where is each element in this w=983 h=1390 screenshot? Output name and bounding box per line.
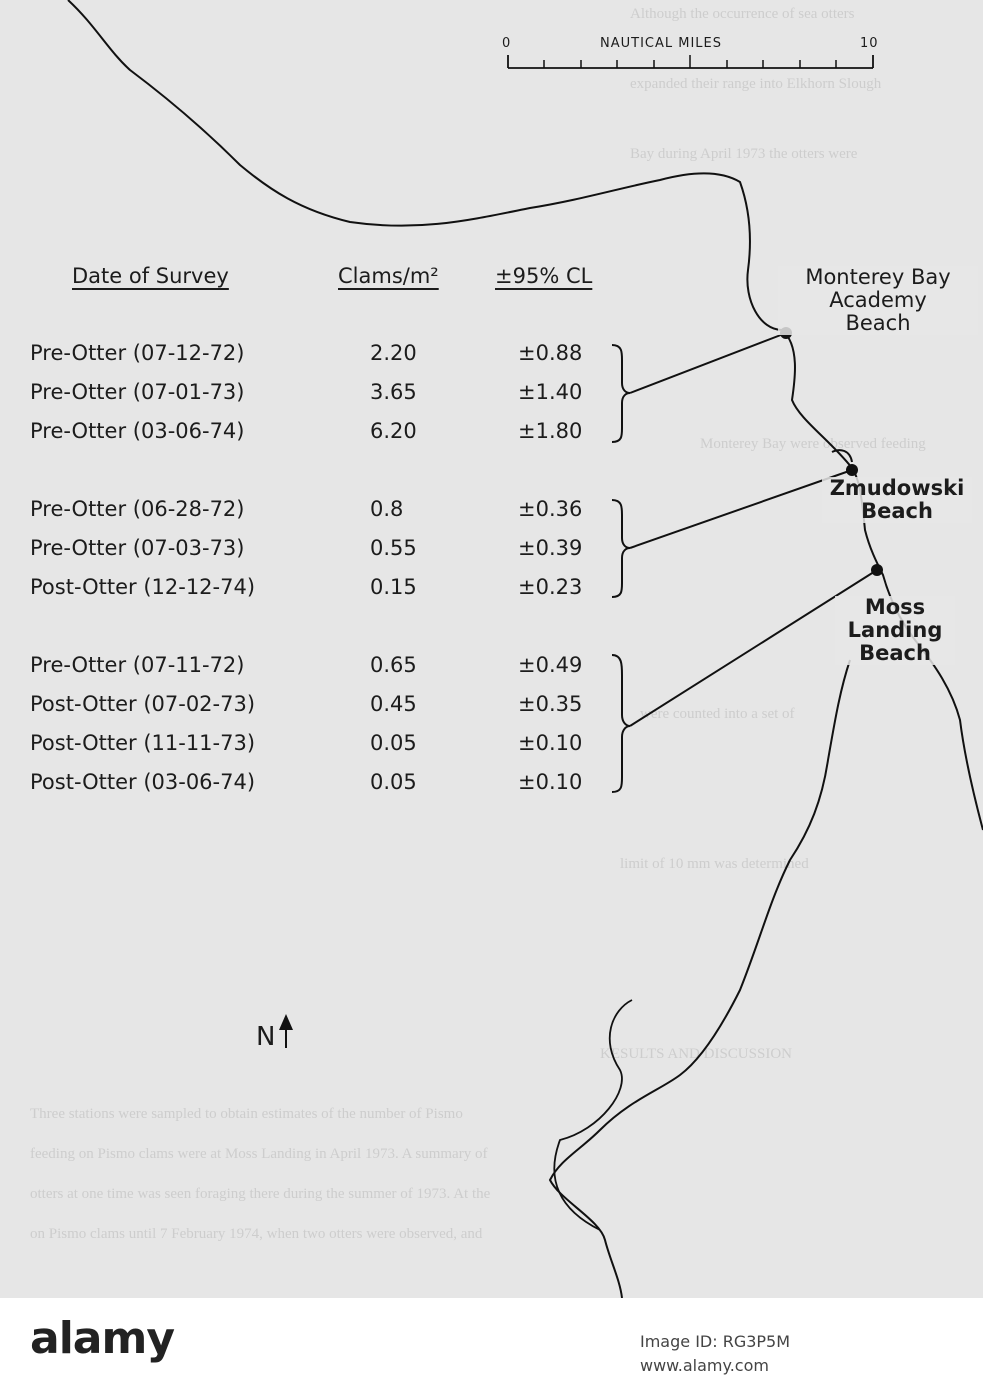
row-date: Post-Otter (07-02-73) xyxy=(30,692,256,716)
row-clams: 0.65 xyxy=(370,653,417,677)
row-ci: ±0.10 xyxy=(518,731,583,755)
row-clams: 2.20 xyxy=(370,341,417,365)
background-bleed-text: Although the occurrence of sea otters xyxy=(630,6,855,22)
background-bleed-text: otters at one time was seen foraging there during the summer of 1973. At the xyxy=(30,1186,491,1202)
row-ci: ±1.80 xyxy=(518,419,583,443)
footer-url: www.alamy.com xyxy=(640,1356,769,1375)
location-label-line: Beach xyxy=(845,311,911,335)
row-ci: ±0.23 xyxy=(518,575,583,599)
background-bleed-text: Monterey Bay were observed feeding xyxy=(700,436,926,452)
header-ci: ±95% CL xyxy=(495,264,593,288)
row-date: Pre-Otter (03-06-74) xyxy=(30,419,245,443)
row-date: Pre-Otter (07-12-72) xyxy=(30,341,245,365)
background-bleed-text: limit of 10 mm was determined xyxy=(620,856,809,872)
row-ci: ±0.39 xyxy=(518,536,583,560)
row-clams: 0.05 xyxy=(370,770,417,794)
brace-group-2 xyxy=(612,470,852,597)
row-date: Post-Otter (12-12-74) xyxy=(30,575,256,599)
background-bleed-text: expanded their range into Elkhorn Slough xyxy=(630,76,882,92)
background-bleed-text: KESULTS AND DISCUSSION xyxy=(600,1046,792,1062)
row-clams: 0.55 xyxy=(370,536,417,560)
coastline-south-detail xyxy=(554,1000,632,1230)
location-moss-landing-beach xyxy=(835,596,955,665)
row-date: Pre-Otter (07-11-72) xyxy=(30,653,245,677)
row-date: Post-Otter (11-11-73) xyxy=(30,731,256,755)
location-label-line: Landing xyxy=(847,618,943,642)
brace-group-1 xyxy=(612,333,786,442)
scale-end-label: 10 xyxy=(860,36,879,51)
scale-bar xyxy=(508,55,873,68)
row-date: Pre-Otter (07-01-73) xyxy=(30,380,245,404)
row-clams: 6.20 xyxy=(370,419,417,443)
location-label-line: Monterey Bay xyxy=(805,265,951,289)
background-bleed-text: feeding on Pismo clams were at Moss Landing in April 1973. A summary of xyxy=(30,1146,488,1162)
location-zmudowski-beach xyxy=(822,477,972,523)
background-bleed-text: were counted into a set of xyxy=(640,706,795,722)
row-ci: ±0.10 xyxy=(518,770,583,794)
coastline-south xyxy=(550,660,850,1298)
row-date: Post-Otter (03-06-74) xyxy=(30,770,256,794)
background-bleed-text: Bay during April 1973 the otters were xyxy=(630,146,858,162)
row-ci: ±0.36 xyxy=(518,497,583,521)
row-ci: ±1.40 xyxy=(518,380,583,404)
row-ci: ±0.49 xyxy=(518,653,583,677)
row-clams: 3.65 xyxy=(370,380,417,404)
location-label-line: Zmudowski xyxy=(829,476,965,500)
row-date: Pre-Otter (07-03-73) xyxy=(30,536,245,560)
north-label: N xyxy=(256,1022,276,1052)
background-bleed-text: Three stations were sampled to obtain estimates of the number of Pismo xyxy=(30,1106,463,1122)
header-date: Date of Survey xyxy=(72,264,229,288)
row-clams: 0.15 xyxy=(370,575,417,599)
north-arrow-icon xyxy=(279,1014,293,1048)
location-monterey-bay-academy-beach xyxy=(778,266,978,335)
footer-image-id: Image ID: RG3P5M xyxy=(640,1332,791,1351)
location-label-line: Beach xyxy=(861,499,933,523)
background-bleed-text: on Pismo clams until 7 February 1974, when two otters were observed, and xyxy=(30,1226,483,1242)
location-label-line: Academy xyxy=(829,288,927,312)
row-clams: 0.45 xyxy=(370,692,417,716)
location-label-line: Moss xyxy=(864,595,926,619)
row-ci: ±0.88 xyxy=(518,341,583,365)
row-clams: 0.05 xyxy=(370,731,417,755)
scale-start-label: 0 xyxy=(502,36,512,51)
footer-logo: alamy xyxy=(30,1313,174,1364)
row-ci: ±0.35 xyxy=(518,692,583,716)
row-clams: 0.8 xyxy=(370,497,404,521)
location-label-line: Beach xyxy=(859,641,931,665)
scale-title-label: NAUTICAL MILES xyxy=(600,36,723,51)
row-date: Pre-Otter (06-28-72) xyxy=(30,497,245,521)
header-clams: Clams/m² xyxy=(338,264,439,288)
